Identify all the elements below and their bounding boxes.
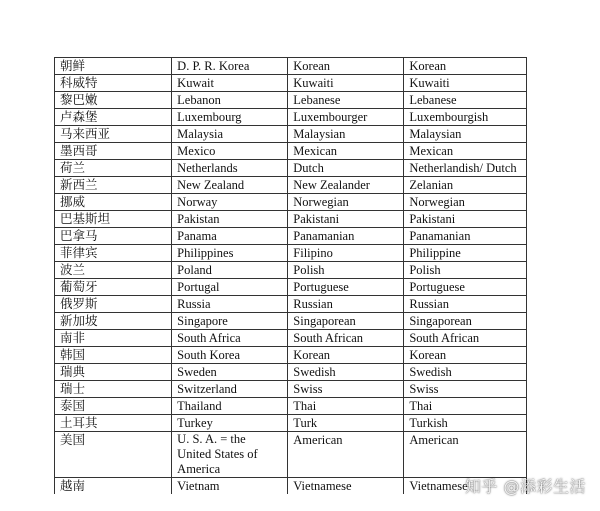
adjective-cell: Zelanian bbox=[404, 177, 527, 194]
country-cell: Norway bbox=[172, 194, 288, 211]
adjective-cell: Russian bbox=[404, 296, 527, 313]
chinese-name-cell: 挪威 bbox=[55, 194, 172, 211]
chinese-name-cell: 菲律宾 bbox=[55, 245, 172, 262]
adjective-cell: Netherlandish/ Dutch bbox=[404, 160, 527, 177]
country-cell: Philippines bbox=[172, 245, 288, 262]
adjective-cell: Mexican bbox=[404, 143, 527, 160]
country-cell: Portugal bbox=[172, 279, 288, 296]
table-row bbox=[55, 109, 527, 126]
chinese-name-cell: 俄罗斯 bbox=[55, 296, 172, 313]
nationality-noun-cell: Filipino bbox=[288, 245, 404, 262]
nationality-noun-cell: Turk bbox=[288, 415, 404, 432]
table-row bbox=[55, 313, 527, 330]
adjective-cell: Lebanese bbox=[404, 92, 527, 109]
nationality-noun-cell: Polish bbox=[288, 262, 404, 279]
chinese-name-cell: 南非 bbox=[55, 330, 172, 347]
chinese-name-cell: 韩国 bbox=[55, 347, 172, 364]
country-cell: D. P. R. Korea bbox=[172, 58, 288, 75]
chinese-name-cell: 荷兰 bbox=[55, 160, 172, 177]
table-row bbox=[55, 177, 527, 194]
adjective-cell: Panamanian bbox=[404, 228, 527, 245]
adjective-cell: Turkish bbox=[404, 415, 527, 432]
adjective-cell: Luxembourgish bbox=[404, 109, 527, 126]
table-row bbox=[55, 245, 527, 262]
country-cell: Vietnam bbox=[172, 478, 288, 495]
table-row bbox=[55, 75, 527, 92]
table-row bbox=[55, 211, 527, 228]
nationality-noun-cell: Lebanese bbox=[288, 92, 404, 109]
table-row bbox=[55, 478, 527, 495]
nationality-noun-cell: Portuguese bbox=[288, 279, 404, 296]
chinese-name-cell: 新加坡 bbox=[55, 313, 172, 330]
table-body bbox=[55, 58, 527, 495]
country-cell: South Korea bbox=[172, 347, 288, 364]
adjective-cell: Korean bbox=[404, 58, 527, 75]
country-cell: Pakistan bbox=[172, 211, 288, 228]
table-row bbox=[55, 415, 527, 432]
chinese-name-cell: 越南 bbox=[55, 478, 172, 495]
table-row bbox=[55, 126, 527, 143]
nationality-noun-cell: Kuwaiti bbox=[288, 75, 404, 92]
country-cell: Lebanon bbox=[172, 92, 288, 109]
table-row bbox=[55, 347, 527, 364]
country-cell: Sweden bbox=[172, 364, 288, 381]
nationality-noun-cell: Korean bbox=[288, 347, 404, 364]
country-cell: Poland bbox=[172, 262, 288, 279]
table-row bbox=[55, 330, 527, 347]
table-row bbox=[55, 381, 527, 398]
table-row bbox=[55, 398, 527, 415]
nationality-noun-cell: Singaporean bbox=[288, 313, 404, 330]
country-cell: Russia bbox=[172, 296, 288, 313]
nationality-noun-cell: Malaysian bbox=[288, 126, 404, 143]
chinese-name-cell: 泰国 bbox=[55, 398, 172, 415]
chinese-name-cell: 巴基斯坦 bbox=[55, 211, 172, 228]
table-row bbox=[55, 194, 527, 211]
country-cell: Thailand bbox=[172, 398, 288, 415]
chinese-name-cell: 卢森堡 bbox=[55, 109, 172, 126]
adjective-cell: Korean bbox=[404, 347, 527, 364]
adjective-cell: South African bbox=[404, 330, 527, 347]
country-cell: Panama bbox=[172, 228, 288, 245]
nationality-noun-cell: Mexican bbox=[288, 143, 404, 160]
chinese-name-cell: 墨西哥 bbox=[55, 143, 172, 160]
country-nationality-table bbox=[54, 57, 527, 494]
adjective-cell: Kuwaiti bbox=[404, 75, 527, 92]
country-cell: U. S. A. = the United States of America bbox=[172, 432, 288, 478]
adjective-cell: Pakistani bbox=[404, 211, 527, 228]
adjective-cell: Vietnamese bbox=[404, 478, 527, 495]
chinese-name-cell: 波兰 bbox=[55, 262, 172, 279]
adjective-cell: Malaysian bbox=[404, 126, 527, 143]
nationality-noun-cell: American bbox=[288, 432, 404, 478]
adjective-cell: Norwegian bbox=[404, 194, 527, 211]
chinese-name-cell: 黎巴嫩 bbox=[55, 92, 172, 109]
nationality-noun-cell: New Zealander bbox=[288, 177, 404, 194]
nationality-noun-cell: Swiss bbox=[288, 381, 404, 398]
nationality-noun-cell: Korean bbox=[288, 58, 404, 75]
country-cell: Mexico bbox=[172, 143, 288, 160]
table-row bbox=[55, 432, 527, 478]
adjective-cell: Swiss bbox=[404, 381, 527, 398]
nationality-noun-cell: Thai bbox=[288, 398, 404, 415]
chinese-name-cell: 土耳其 bbox=[55, 415, 172, 432]
country-cell: Netherlands bbox=[172, 160, 288, 177]
nationality-noun-cell: Panamanian bbox=[288, 228, 404, 245]
adjective-cell: Portuguese bbox=[404, 279, 527, 296]
nationality-noun-cell: Dutch bbox=[288, 160, 404, 177]
chinese-name-cell: 科威特 bbox=[55, 75, 172, 92]
table-row bbox=[55, 58, 527, 75]
table-row bbox=[55, 279, 527, 296]
country-cell: South Africa bbox=[172, 330, 288, 347]
adjective-cell: Polish bbox=[404, 262, 527, 279]
table-row bbox=[55, 228, 527, 245]
chinese-name-cell: 新西兰 bbox=[55, 177, 172, 194]
adjective-cell: Thai bbox=[404, 398, 527, 415]
chinese-name-cell: 瑞典 bbox=[55, 364, 172, 381]
table-row bbox=[55, 364, 527, 381]
chinese-name-cell: 马来西亚 bbox=[55, 126, 172, 143]
watermark: 知乎 @添彩生活 bbox=[464, 477, 586, 496]
nationality-noun-cell: South African bbox=[288, 330, 404, 347]
nationality-noun-cell: Vietnamese bbox=[288, 478, 404, 495]
country-cell: Switzerland bbox=[172, 381, 288, 398]
table-row bbox=[55, 160, 527, 177]
country-cell: Kuwait bbox=[172, 75, 288, 92]
chinese-name-cell: 美国 bbox=[55, 432, 172, 478]
country-cell: Singapore bbox=[172, 313, 288, 330]
country-cell: Malaysia bbox=[172, 126, 288, 143]
country-cell: Turkey bbox=[172, 415, 288, 432]
nationality-noun-cell: Norwegian bbox=[288, 194, 404, 211]
adjective-cell: Swedish bbox=[404, 364, 527, 381]
table-row bbox=[55, 262, 527, 279]
chinese-name-cell: 巴拿马 bbox=[55, 228, 172, 245]
adjective-cell: Singaporean bbox=[404, 313, 527, 330]
nationality-noun-cell: Russian bbox=[288, 296, 404, 313]
chinese-name-cell: 葡萄牙 bbox=[55, 279, 172, 296]
chinese-name-cell: 瑞士 bbox=[55, 381, 172, 398]
chinese-name-cell: 朝鲜 bbox=[55, 58, 172, 75]
country-cell: New Zealand bbox=[172, 177, 288, 194]
table-row bbox=[55, 296, 527, 313]
adjective-cell: American bbox=[404, 432, 527, 478]
nationality-noun-cell: Swedish bbox=[288, 364, 404, 381]
adjective-cell: Philippine bbox=[404, 245, 527, 262]
table-row bbox=[55, 92, 527, 109]
nationality-noun-cell: Pakistani bbox=[288, 211, 404, 228]
country-cell: Luxembourg bbox=[172, 109, 288, 126]
table-row bbox=[55, 143, 527, 160]
nationality-noun-cell: Luxembourger bbox=[288, 109, 404, 126]
